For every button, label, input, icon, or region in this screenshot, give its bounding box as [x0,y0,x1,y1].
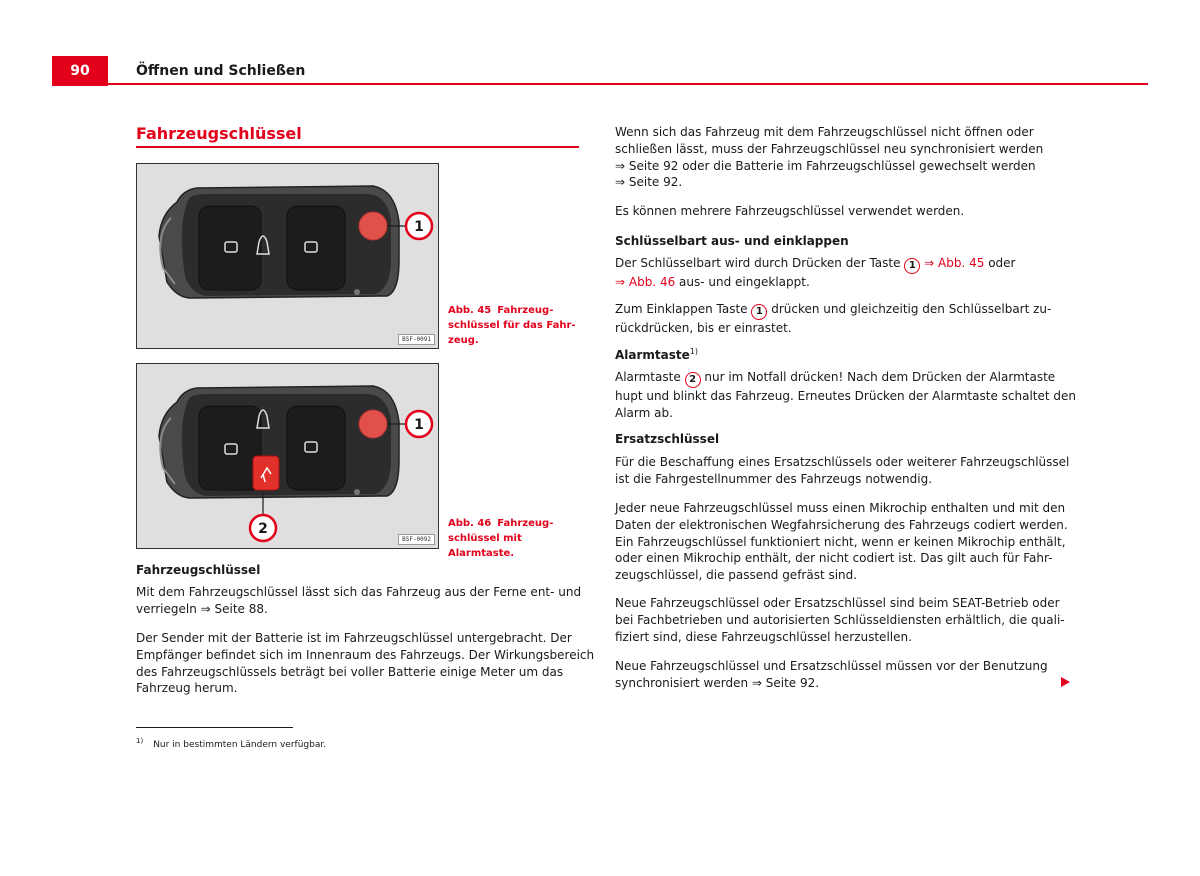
right-paragraph-2: Es können mehrere Fahrzeugschlüssel verwendet werden. [615,204,965,218]
figure-code: B5F-0091 [398,334,435,345]
text-line: Neue Fahrzeugschlüssel und Ersatzschlüssel müssen vor der Benutzung [615,659,1048,673]
right-paragraph-4 [615,301,1051,337]
figure-link[interactable]: ⇒ Abb. 46 [615,275,676,289]
text-line: Mit dem Fahrzeugschlüssel lässt sich das Fahrzeug aus der Ferne ent- und [136,585,582,599]
text-line: hupt und blinkt das Fahrzeug. Erneutes Drücken der Alarmtaste schaltet den [615,389,1076,403]
text-line: synchronisiert werden ⇒ Seite 92. [615,675,820,690]
text-line: Empfänger befindet sich im Innenraum des Fahrzeugs. Der Wirkungsbereich [136,647,595,662]
caption-text: Fahrzeugschlüssel mit Alarmtaste. [448,518,554,559]
text-line: zeugschlüssel, die passend gefräst sind. [615,568,858,583]
right-paragraph-7 [615,500,1068,584]
text-line: Der Sender mit der Batterie ist im Fahrzeugschlüssel untergebracht. Der [136,631,572,645]
figure-caption [448,516,578,561]
text-line: rückdrücken, bis er einrastet. [615,321,792,335]
right-paragraph-6 [615,454,1069,488]
callout-2-label: 2 [258,521,268,537]
key-fob-alarm-illustration [137,364,438,548]
callout-1-label: 1 [414,417,424,433]
text-line: Daten der elektronischen Wegfahrsicherung des Fahrzeugs codiert werden. [615,517,1068,532]
text-line: oder einen Mikrochip enthält, der nicht codiert ist. Das gilt auch für Fahr- [615,551,1053,566]
text-line: ⇒ Seite 92. [615,175,683,190]
figure-link[interactable]: ⇒ Abb. 45 [924,256,985,270]
callout-1-label: 1 [414,219,424,235]
text-line: bei Fachbetrieben und autorisierten Schlüsseldiensten erhältlich, die quali- [615,612,1065,627]
text-span: drücken und gleichzeitig den Schlüsselbart zu- [771,302,1052,316]
text-line: Wenn sich das Fahrzeug mit dem Fahrzeugschlüssel nicht öffnen oder [615,125,1034,139]
footnote-marker: 1) [136,737,144,745]
caption-text: Fahrzeugschlüssel für das Fahrzeug. [448,305,576,346]
right-paragraph-3 [615,255,1015,291]
header-rule [108,83,1148,85]
text-line: des Fahrzeugschlüssels beträgt bei voller Batterie einige Meter um das [136,664,564,679]
left-paragraph-2 [136,630,594,697]
text-line: Neue Fahrzeugschlüssel oder Ersatzschlüssel sind beim SEAT-Betrieb oder [615,596,1060,610]
heading-key-blade: Schlüsselbart aus- und einklappen [615,234,849,248]
text-span: Alarmtaste [615,370,681,384]
text-line: verriegeln ⇒ Seite 88. [136,601,268,616]
section-title: Fahrzeugschlüssel [136,124,302,143]
figure-caption [448,303,578,348]
text-line: ist die Fahrgestellnummer des Fahrzeugs notwendig. [615,471,933,486]
text-line [615,274,1015,291]
right-paragraph-8 [615,595,1065,645]
footnote-text: Nur in bestimmten Ländern verfügbar. [153,740,327,750]
caption-number: Abb. 46 [448,518,492,529]
text-line: ⇒ Seite 92 oder die Batterie im Fahrzeugschlüssel gewechselt werden [615,158,1036,173]
figure-key-fob-alarm [136,363,439,549]
text-span: oder [988,256,1016,270]
section-rule [136,146,579,148]
text-line: Alarm ab. [615,405,673,420]
text-line [615,255,1015,274]
text-line: Ein Fahrzeugschlüssel funktioniert nicht, wenn er keinen Mikrochip enthält, [615,534,1066,549]
figure-code: B5F-0092 [398,534,435,545]
right-paragraph-1 [615,124,1043,191]
right-paragraph-9 [615,658,1048,692]
footnote-marker: 1) [689,347,698,356]
heading-alarm-button [615,347,698,362]
text-line: Jeder neue Fahrzeugschlüssel muss einen Mikrochip enthalten und mit den [615,501,1066,515]
text-line [615,369,1076,388]
continue-arrow-icon [1061,677,1070,687]
figure-key-fob [136,163,439,349]
text-line: Für die Beschaffung eines Ersatzschlüssels oder weiterer Fahrzeugschlüssel [615,455,1070,469]
button-1-ref: 1 [751,304,767,320]
text-line: fiziert sind, diese Fahrzeugschlüssel herzustellen. [615,629,912,644]
text-span: aus- und eingeklappt. [679,275,810,289]
text-span: nur im Notfall drücken! Nach dem Drücken der Alarmtaste [704,370,1056,384]
key-fob-illustration [137,164,438,348]
heading-text: Alarmtaste [615,348,690,362]
button-1-ref: 1 [904,258,920,274]
alarm-button [253,456,279,490]
text-line: Fahrzeug herum. [136,681,238,696]
footnote [136,737,326,750]
heading-spare-key: Ersatzschlüssel [615,432,720,446]
left-paragraph-1 [136,584,581,618]
right-paragraph-5 [615,369,1076,422]
chapter-title: Öffnen und Schließen [136,63,306,79]
caption-number: Abb. 45 [448,305,492,316]
text-span: Zum Einklappen Taste [615,302,748,316]
text-span: Der Schlüsselbart wird durch Drücken der Taste [615,256,901,270]
left-subheading: Fahrzeugschlüssel [136,563,261,577]
footnote-rule [136,727,293,728]
text-line [615,301,1051,320]
button-2-ref: 2 [685,372,701,388]
page-number: 90 [52,56,108,86]
text-line: schließen lässt, muss der Fahrzeugschlüssel neu synchronisiert werden [615,141,1044,156]
